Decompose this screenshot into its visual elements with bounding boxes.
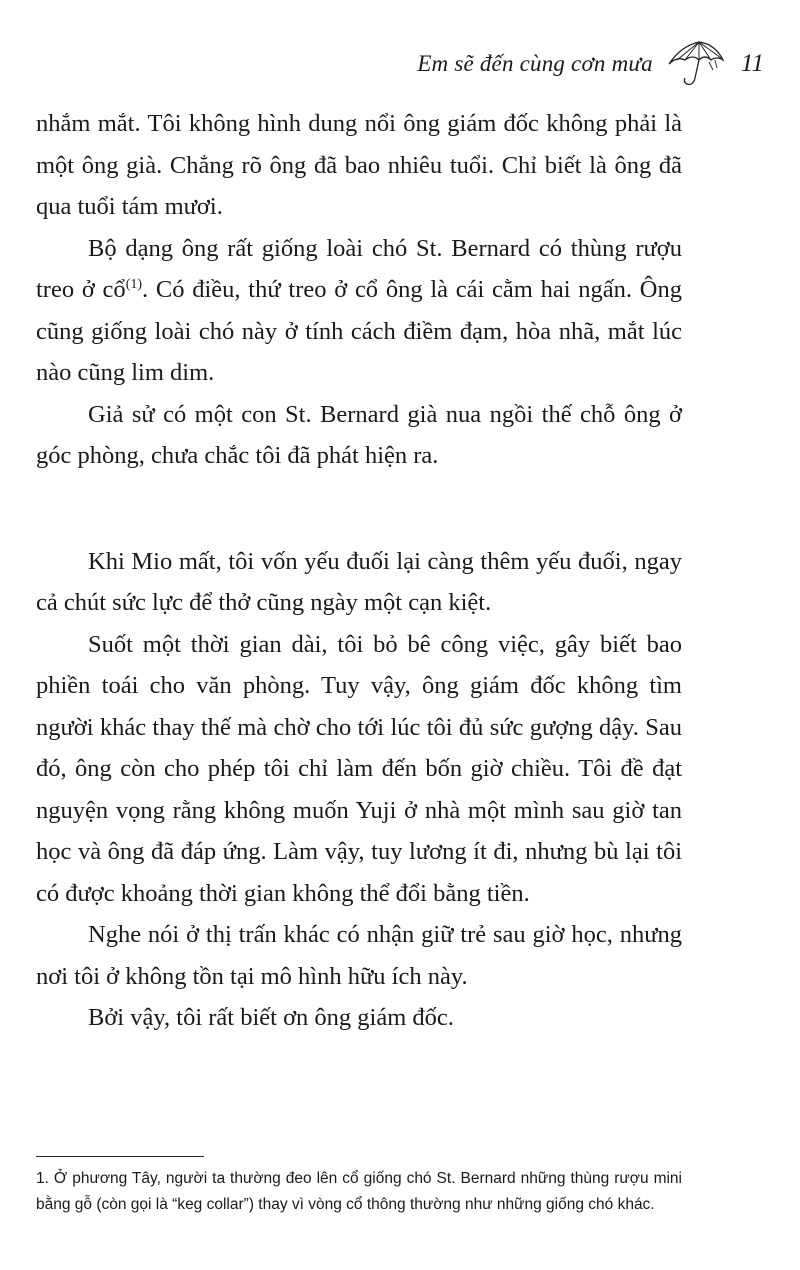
footnote-reference: (1) bbox=[125, 277, 143, 292]
paragraph-text: . Có điều, thứ treo ở cổ ông là cái cằm hai ngấn. Ông cũng giống loài chó này ở tính cách điềm đạm, hòa nhã, mắt lúc nào cũng lim dim. bbox=[36, 276, 682, 386]
section-break bbox=[36, 477, 682, 541]
body-text bbox=[36, 103, 682, 1039]
paragraph: Bởi vậy, tôi rất biết ơn ông giám đốc. bbox=[88, 1004, 454, 1031]
footnote-divider bbox=[36, 1156, 204, 1157]
book-title: Em sẽ đến cùng cơn mưa bbox=[417, 51, 653, 76]
umbrella-icon bbox=[659, 38, 729, 90]
paragraph: Suốt một thời gian dài, tôi bỏ bê công việc, gây biết bao phiền toái cho văn phòng. Tuy vậy, ông giám đốc không tìm người khác thay thế mà chờ cho tới lúc tôi đủ sức gượng dậy. Sau đó, ông còn cho phép tôi chỉ làm đến bốn giờ chiều. Tôi đề đạt nguyện vọng rằng không muốn Yuji ở nhà một mình sau giờ tan học và ông đã đáp ứng. Làm vậy, tuy lương ít đi, nhưng bù lại tôi có được khoảng thời gian không thể đổi bằng tiền. bbox=[36, 630, 682, 907]
footnote: 1. Ở phương Tây, người ta thường đeo lên cổ giống chó St. Bernard những thùng rượu mini bằng gỗ (còn gọi là “keg collar”) thay vì vòng cổ thông thường như những giống chó khác. bbox=[36, 1170, 682, 1213]
paragraph: Nghe nói ở thị trấn khác có nhận giữ trẻ sau giờ học, nhưng nơi tôi ở không tồn tại mô hình hữu ích này. bbox=[36, 921, 682, 990]
running-header bbox=[417, 38, 764, 90]
paragraph-with-footnote bbox=[36, 228, 682, 394]
paragraph: Giả sử có một con St. Bernard già nua ngồi thế chỗ ông ở góc phòng, chưa chắc tôi đã phát hiện ra. bbox=[36, 400, 682, 469]
page-number: 11 bbox=[740, 50, 764, 77]
paragraph: nhắm mắt. Tôi không hình dung nổi ông giám đốc không phải là một ông già. Chẳng rõ ông đã bao nhiêu tuổi. Chỉ biết là ông đã qua tuổi tám mươi. bbox=[36, 110, 682, 220]
paragraph-text: Bộ dạng ông rất giống loài chó St. Bernard có thùng rượu treo ở cổ bbox=[36, 234, 682, 303]
paragraph: Khi Mio mất, tôi vốn yếu đuối lại càng thêm yếu đuối, ngay cả chút sức lực để thở cũng ngày một cạn kiệt. bbox=[36, 547, 682, 616]
